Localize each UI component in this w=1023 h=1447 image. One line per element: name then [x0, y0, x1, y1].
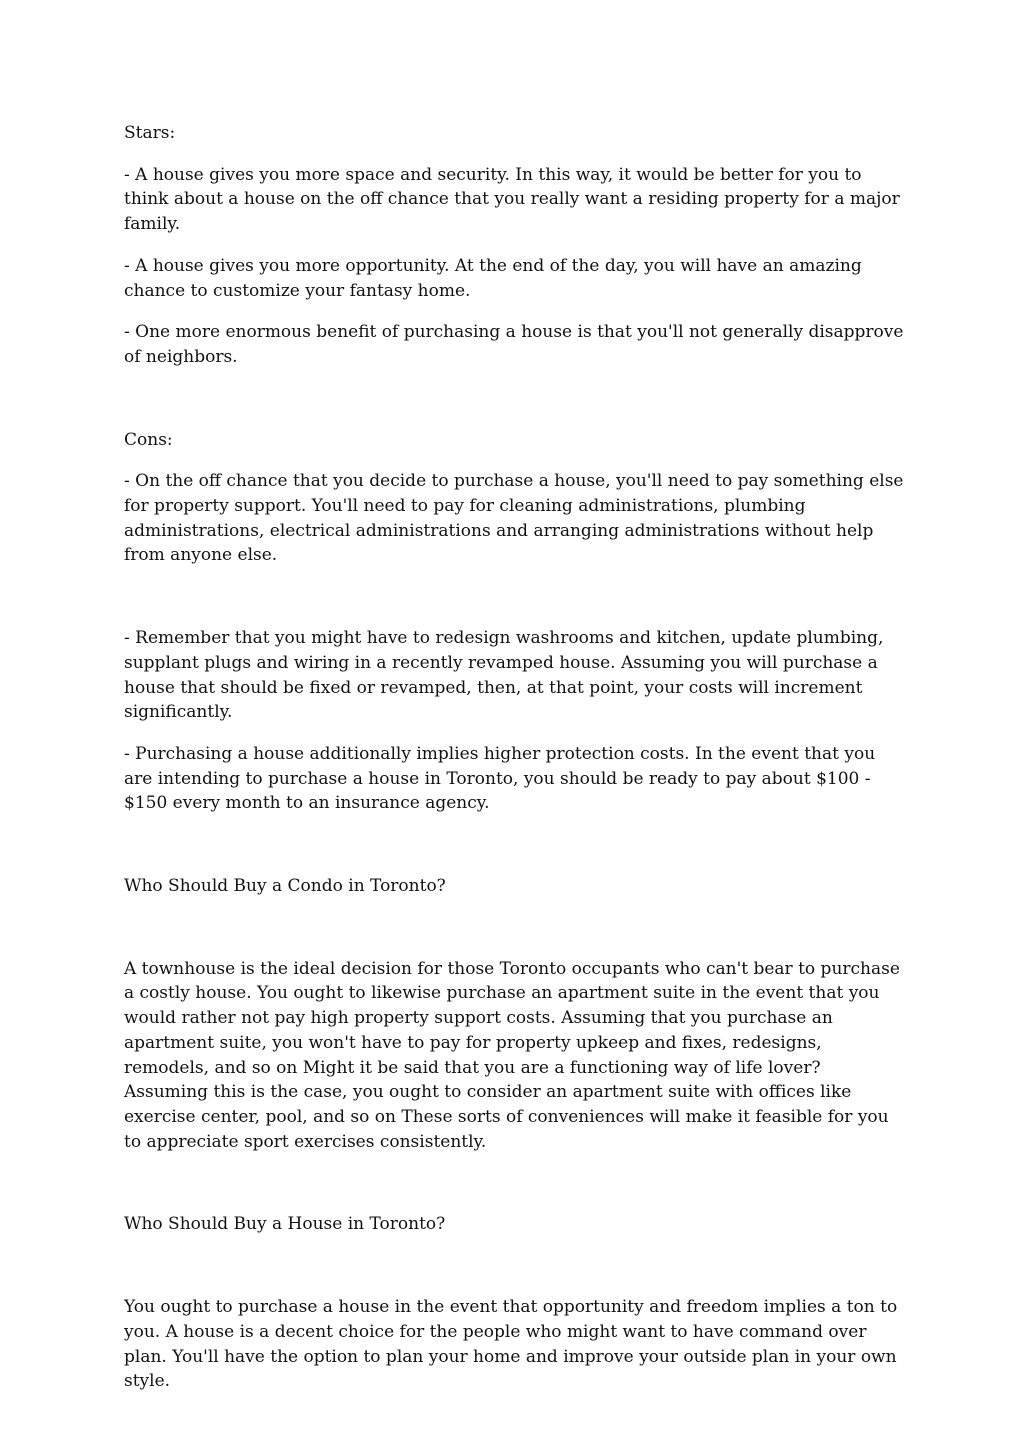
section-heading-stars: Stars: [124, 123, 176, 143]
document-body [124, 121, 904, 1411]
house-paragraph: You ought to purchase a house in the event that opportunity and freedom implies a ton to you. A house is a decent choice for the people who might want to have command over plan. You'll have the option to plan your home and improve your outside plan in your own style. [124, 1297, 898, 1392]
cons-paragraph-2: - Remember that you might have to redesign washrooms and kitchen, update plumbing, supplant plugs and wiring in a recently revamped house. Assuming you will purchase a house that should be fixed or revamped, then, at that point, your costs will increment significantly. [124, 628, 884, 723]
section-heading-condo: Who Should Buy a Condo in Toronto? [124, 876, 446, 897]
cons-paragraph-1: - On the off chance that you decide to purchase a house, you'll need to pay something else for property support. You'll need to pay for cleaning administrations, plumbing administrations, electrical administrations and arranging administrations without help from anyone else. [124, 471, 904, 566]
stars-paragraph-3: - One more enormous benefit of purchasing a house is that you'll not generally disapprove of neighbors. [124, 322, 904, 367]
cons-paragraph-3: - Purchasing a house additionally implies higher protection costs. In the event that you are intending to purchase a house in Toronto, you should be ready to pay about $100 - $150 every month to an insurance agency. [124, 743, 876, 814]
stars-paragraph-1: - A house gives you more space and security. In this way, it would be better for you to think about a house on the off chance that you really want a residing property for a major family. [124, 164, 900, 235]
section-heading-house: Who Should Buy a House in Toronto? [124, 1214, 446, 1235]
condo-paragraph: A townhouse is the ideal decision for those Toronto occupants who can't bear to purchase a costly house. You ought to likewise purchase an apartment suite in the event that you would rather not pay high property support costs. Assuming that you purchase an apartment suite, you won't have to pay for property upkeep and fixes, redesigns, remodels, and so on Might it be said that you are a functioning way of life lover? Assuming this is the case, you ought to consider an apartment suite with offices like exercise center, pool, and so on These sorts of conveniences will make it feasible for you to appreciate sport exercises consistently. [124, 958, 900, 1152]
section-heading-cons: Cons: [124, 429, 173, 450]
stars-paragraph-2: - A house gives you more opportunity. At the end of the day, you will have an amazing chance to customize your fantasy home. [124, 255, 862, 301]
